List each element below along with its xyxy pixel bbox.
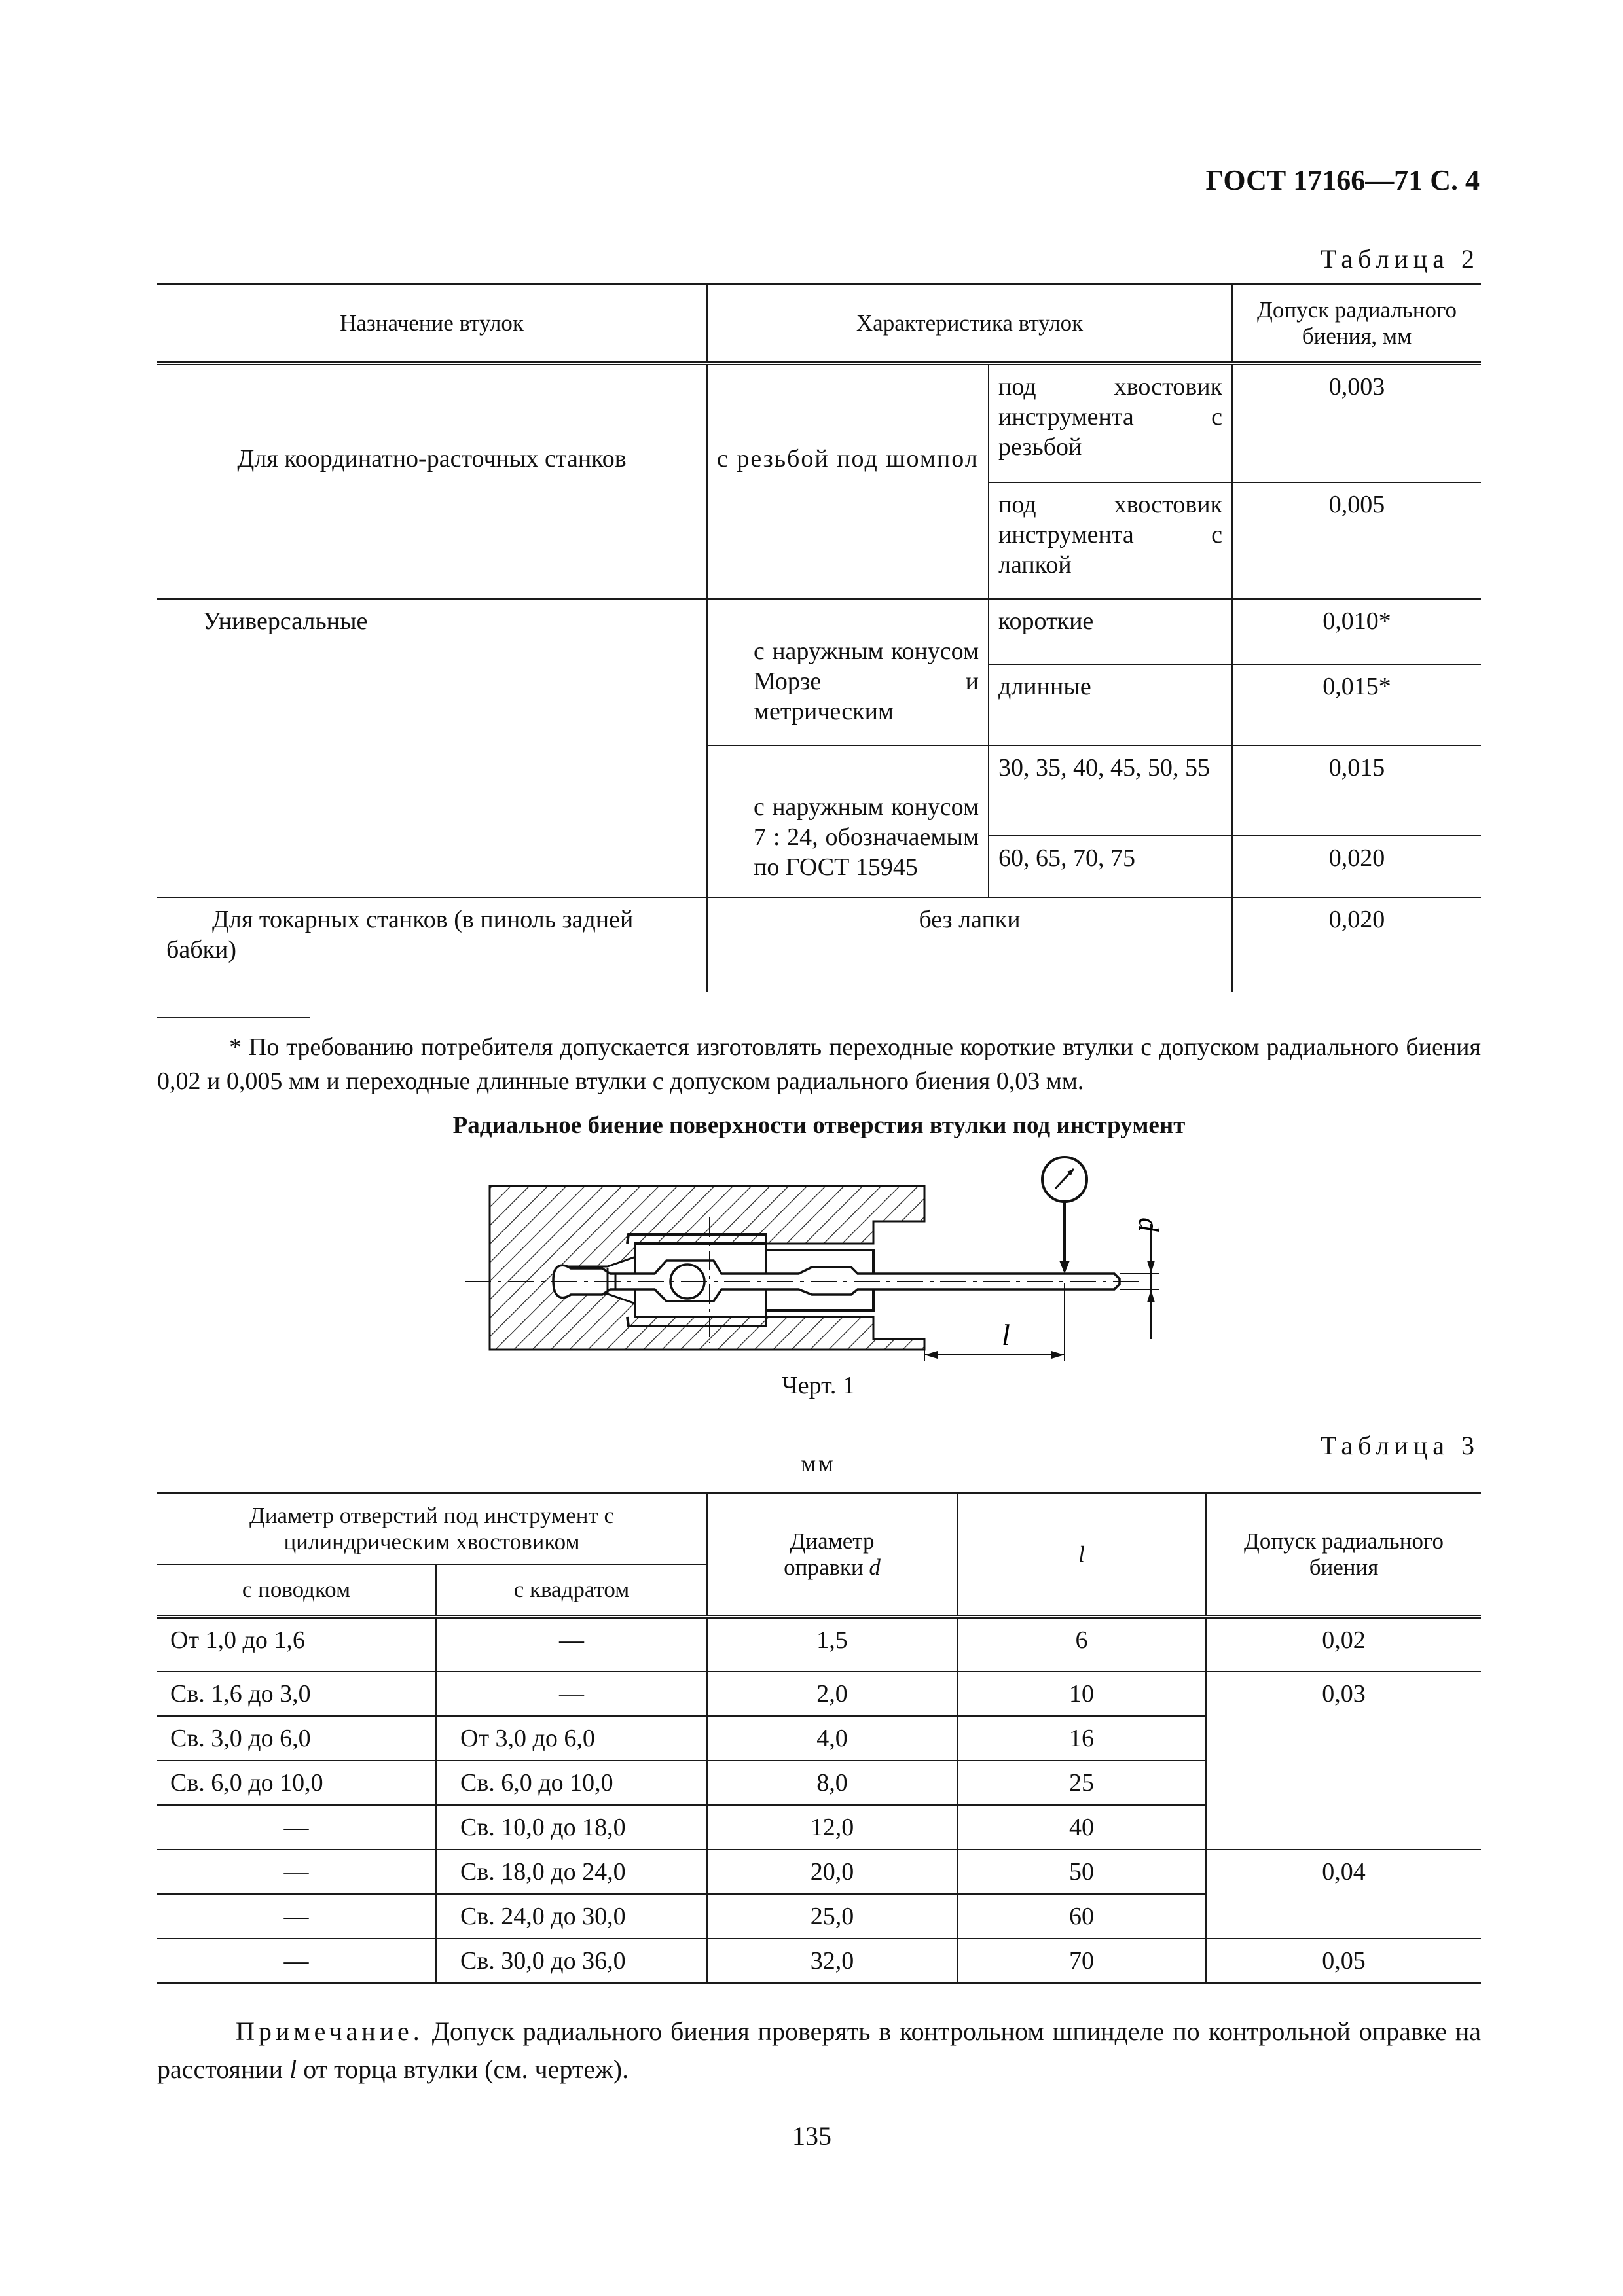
t2-row1-characteristic: с резьбой под шомпол: [707, 363, 989, 599]
bushing-runout-drawing: [458, 1145, 1198, 1374]
t2-row2-purpose: Универсальные: [157, 599, 707, 897]
t3-head-mandrel: [707, 1494, 957, 1617]
t3-r8-pov: —: [157, 1939, 436, 1983]
note: [157, 2013, 1481, 2089]
t2-row2a-tolerance: 0,010*: [1232, 599, 1481, 664]
t3-r1-d: 1,5: [707, 1617, 957, 1672]
t3-head-tolerance: Допуск радиального биения: [1206, 1494, 1481, 1617]
t3-r3-d: 4,0: [707, 1716, 957, 1761]
t2-row3-characteristic: без лапки: [707, 897, 1232, 992]
t3-r8-d: 32,0: [707, 1939, 957, 1983]
dimension-l-label: l: [1002, 1318, 1010, 1352]
t3-r5-pov: —: [157, 1805, 436, 1850]
t3-r6-d: 20,0: [707, 1850, 957, 1894]
t2-row3-tolerance: 0,020: [1232, 897, 1481, 992]
t2-row2d-tolerance: 0,020: [1232, 836, 1481, 897]
t3-r4-pov: Св. 6,0 до 10,0: [157, 1761, 436, 1805]
t3-r2-l: 10: [957, 1672, 1206, 1716]
footnote: * По требованию потребителя допускается изготовлять переходные короткие втулки с допуском радиального биения 0,02 и 0,005 мм и переходные длинные втулки с допуском радиального биения 0,03 мм.: [157, 1033, 1481, 1095]
note-l: l: [289, 2054, 297, 2084]
document-header: ГОСТ 17166—71 С. 4: [1205, 164, 1480, 196]
t2-row1a-tolerance: 0,003: [1232, 363, 1481, 482]
t3-tol-4: 0,05: [1206, 1939, 1481, 1983]
t3-r4-d: 8,0: [707, 1761, 957, 1805]
t3-r1-l: 6: [957, 1617, 1206, 1672]
t3-head-mandrel-b: оправки: [784, 1554, 864, 1580]
t3-head-mandrel-d: d: [869, 1554, 881, 1580]
dimension-d-label: d: [1133, 1217, 1165, 1232]
t3-r6-l: 50: [957, 1850, 1206, 1894]
t3-head-mandrel-a: Диаметр: [790, 1528, 875, 1554]
t3-tol-2: 0,03: [1206, 1672, 1481, 1850]
t3-r2-pov: Св. 1,6 до 3,0: [157, 1672, 436, 1716]
t2-row2c-tolerance: 0,015: [1232, 745, 1481, 836]
t3-r1-kv: —: [436, 1617, 707, 1672]
t3-head-diameter: Диаметр отверстий под инструмент с цилиндрическим хвостовиком: [157, 1494, 707, 1564]
t3-r5-l: 40: [957, 1805, 1206, 1850]
table-3: [157, 1492, 1481, 1984]
t2-row2d-sub: 60, 65, 70, 75: [989, 836, 1232, 897]
t3-head-l: l: [957, 1494, 1206, 1617]
t2-row2a-sub: короткие: [989, 599, 1232, 664]
t3-r7-pov: —: [157, 1894, 436, 1939]
t3-r4-kv: Св. 6,0 до 10,0: [436, 1761, 707, 1805]
t3-head-kv: с квадратом: [436, 1564, 707, 1617]
t3-r2-kv: —: [436, 1672, 707, 1716]
t2-row1-purpose: Для координатно-расточных станков: [157, 363, 707, 599]
t3-r7-kv: Св. 24,0 до 30,0: [436, 1894, 707, 1939]
t2-row2b-tolerance: 0,015*: [1232, 664, 1481, 745]
t3-r6-kv: Св. 18,0 до 24,0: [436, 1850, 707, 1894]
t2-row1a-sub: под хвостовик инструмента с резьбой: [989, 363, 1232, 482]
t3-r3-pov: Св. 3,0 до 6,0: [157, 1716, 436, 1761]
t3-r3-kv: От 3,0 до 6,0: [436, 1716, 707, 1761]
t2-row2-characteristic-cone: с наружным конусом 7 : 24, обозначаемым по ГОСТ 15945: [707, 745, 989, 897]
note-label: Примечание.: [236, 2017, 424, 2046]
table3-units: мм: [801, 1450, 836, 1477]
t2-head-purpose: Назначение втулок: [157, 285, 707, 363]
t3-r1-pov: От 1,0 до 1,6: [157, 1617, 436, 1672]
t2-row2c-sub: 30, 35, 40, 45, 50, 55: [989, 745, 1232, 836]
t2-head-characteristic: Характеристика втулок: [707, 285, 1232, 363]
t2-head-tolerance: Допуск радиального биения, мм: [1232, 285, 1481, 363]
t3-tol-1: 0,02: [1206, 1617, 1481, 1672]
table-2: [157, 283, 1481, 992]
t2-row3-purpose: Для токарных станков (в пиноль задней бабки): [157, 897, 707, 992]
t3-r8-kv: Св. 30,0 до 36,0: [436, 1939, 707, 1983]
t2-row1b-sub: под хвостовик инструмента с лапкой: [989, 482, 1232, 599]
footnote-rule: [157, 1017, 310, 1018]
t2-row2b-sub: длинные: [989, 664, 1232, 745]
t2-row2-characteristic-morse: с наружным конусом Морзе и метрическим: [707, 599, 989, 745]
t2-row1b-tolerance: 0,005: [1232, 482, 1481, 599]
t3-r5-d: 12,0: [707, 1805, 957, 1850]
note-text: Допуск радиального биения проверять в контрольном шпинделе по контрольной оправке на расстоянии: [157, 2017, 1481, 2084]
t3-r2-d: 2,0: [707, 1672, 957, 1716]
page-number: 135: [792, 2121, 831, 2151]
t3-r4-l: 25: [957, 1761, 1206, 1805]
t3-r7-d: 25,0: [707, 1894, 957, 1939]
t3-r5-kv: Св. 10,0 до 18,0: [436, 1805, 707, 1850]
t3-r7-l: 60: [957, 1894, 1206, 1939]
t3-head-pov: с поводком: [157, 1564, 436, 1617]
table2-caption: Таблица 2: [1320, 244, 1480, 274]
t3-r6-pov: —: [157, 1850, 436, 1894]
figure-title: Радиальное биение поверхности отверстия втулки под инструмент: [452, 1112, 1186, 1139]
t3-r8-l: 70: [957, 1939, 1206, 1983]
figure-caption: Черт. 1: [782, 1372, 855, 1399]
t3-tol-3: 0,04: [1206, 1850, 1481, 1939]
t3-r3-l: 16: [957, 1716, 1206, 1761]
table3-caption: Таблица 3: [1320, 1431, 1480, 1460]
note-tail: от торца втулки (см. чертеж).: [297, 2054, 629, 2084]
